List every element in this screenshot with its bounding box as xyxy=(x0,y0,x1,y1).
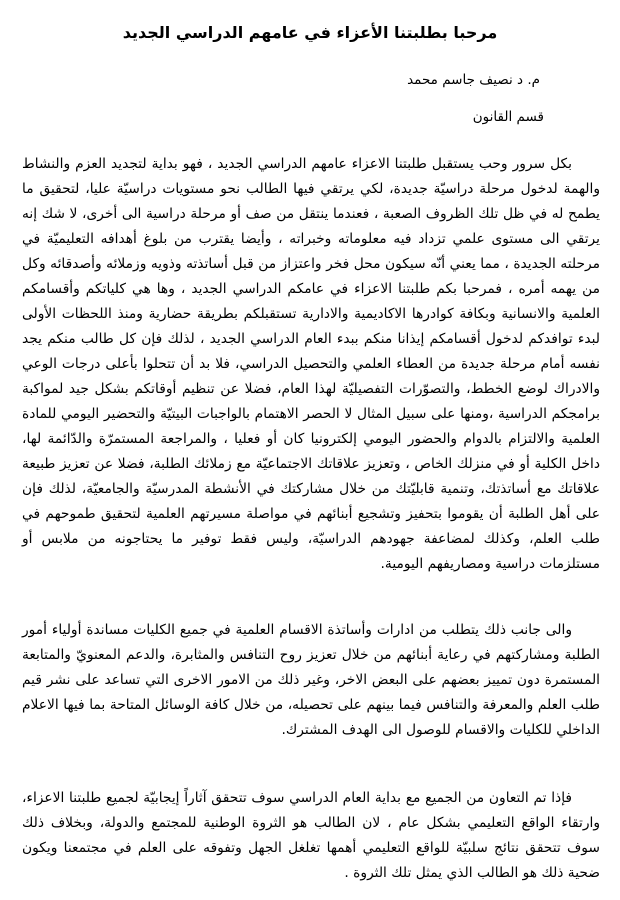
body-paragraph-1: بكل سرور وحب يستقبل طلبتنا الاعزاء عامهم الدراسي الجديد ، فهو بداية لتجديد العزم والنشاط والهمة لدخول مرحلة دراسيّة جديدة، لكي يرتقي فيها الطالب نحو مستويات دراسيّة عليا، لتحقيق ما يطمح له في ظل تلك الظروف الصعبة ، فعندما ينتقل من صف أو مرحلة دراسية الى أخرى، لا شك إنه يرتقي الى مستوى علمي تزداد فيه معلوماته وخبراته ، وأيضا يقترب من بلوغ أهدافه التعليميّة في مرحلته الجديدة ، مما يعني أنّه سيكون محل فخر واعتزاز من قبل أساتذته وذويه وزملائه وأصدقائه وكل من يهمه أمره ، فمرحبا بكم طلبتنا الاعزاء في عامكم الدراسي الجديد ، وها هي كلياتكم وأقسامكم العلمية والانسانية وبكافة كوادرها الاكاديمية والادارية تستقبلكم بطريقة حضارية ومنذ اللحظات الأولى لبدء توافدكم لدخول أقسامكم إيذانا منكم ببدء العام الدراسي الجديد ، لذلك فإن كل طالب منكم يجد نفسه أمام مرحلة جديدة من العطاء العلمي والتحصيل الدراسي، فلا بد أن تتحلوا بأعلى درجات الوعي والادراك لوضع الخطط، والتصوّرات التفصيليّة لهذا العام، فضلا عن تنظيم أوقاتكم بشكل جيد لمواكبة برامجكم الدراسية ،ومنها على سبيل المثال لا الحصر الاهتمام بالواجبات البيتيّة والتحضير اليومي للمادة العلمية والالتزام بالدوام والحضور اليومي إلكترونيا كان أو فعليا ، والمراجعة المستمرّة والدّائمة لها، داخل الكلية أو في منزلك الخاص ، وتعزيز علاقاتك الاجتماعيّة مع زملائك الطلبة، فضلا عن تعزيز طبيعة علاقاتك مع أساتذتك، وتنمية قابليّتك من خلال مشاركتك في الأنشطة المدرسيّة والجامعيّة، لذلك فإن على أهل الطلبة أن يقوموا بتحفيز وتشجيع أبنائهم في مواصلة مسيرتهم العلمية لتحقيق طموحهم في طلب العلم، وكذلك لمضاعفة جهودهم الدراسيّة، وليس فقط توفير ما يحتاجونه من ملابس أو مستلزمات دراسية ومصاريفهم اليومية. xyxy=(22,156,600,572)
department-line xyxy=(40,107,580,127)
department-name: قسم القانون xyxy=(472,109,544,125)
author-name: م. د نصيف جاسم محمد xyxy=(407,72,540,88)
author-line xyxy=(40,70,580,90)
body-paragraph-2: والى جانب ذلك يتطلب من ادارات وأساتذة الاقسام العلمية في جميع الكليات مساندة أولياء أمور الطلبة ومشاركتهم في رعاية أبنائهم من خلال تعزيز روح التنافس والمثابرة، والدعم المعنويّ والمتابعة المستمرة دون تمييز بعضهم على البعض الاخر، وغير ذلك من الامور الاخرى التي تساعد على نشر قيم طلب العلم والمعرفة والتنافس فيما بينهم على تحصيله، من خلال كافة الوسائل المتاحة بما فيها الاعلام الداخلي للكليات والاقسام للوصول الى الهدف المشترك. xyxy=(22,622,600,738)
document-title: مرحبا بطلبتنا الأعزاء في عامهم الدراسي الجديد xyxy=(122,23,498,42)
body-paragraph-3: فإذا تم التعاون من الجميع مع بداية العام الدراسي سوف تتحقق آثاراً إيجابيّة لجميع طلبتنا الاعزاء، وارتقاء الواقع التعليمي بشكل عام ، لان الطالب هو الثروة الوطنية للمجتمع والدولة، وبخلاف ذلك سوف تتحقق نتائج سلبيّة للواقع التعليمي أهمها تغلغل الجهل وتفوقه على العلم في مجتمعنا ويكون ضحية ذلك هو الطالب الذي يمثل تلك الثروة . xyxy=(22,790,600,881)
